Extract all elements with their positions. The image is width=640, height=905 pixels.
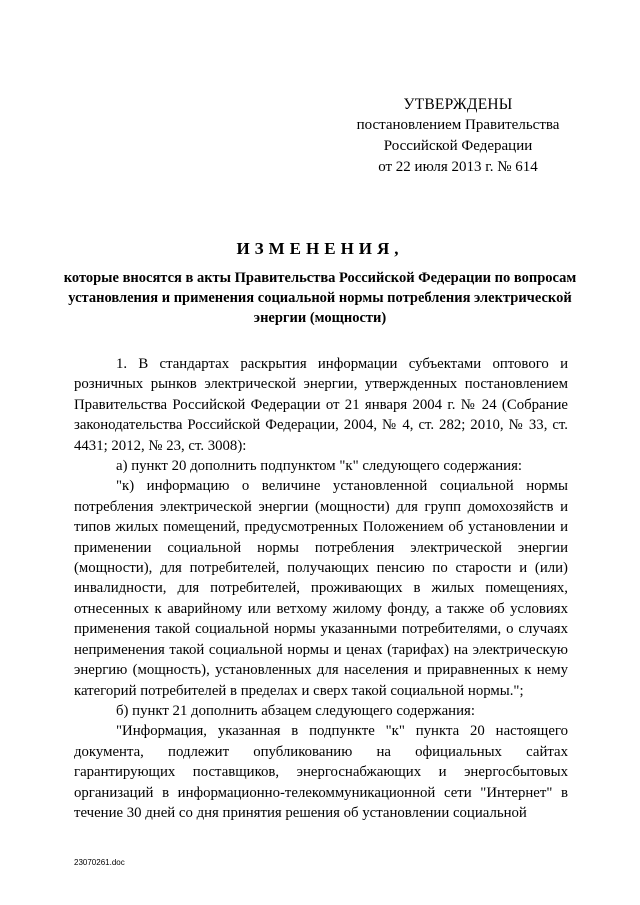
approval-line-2: Российской Федерации bbox=[383, 138, 533, 154]
document-heading: ИЗМЕНЕНИЯ, bbox=[236, 239, 404, 258]
body-paragraph-2: а) пункт 20 дополнить подпунктом "к" следующего содержания: bbox=[116, 458, 522, 475]
body-paragraph-1: 1. В стандартах раскрытия информации субъектами оптового и розничных рынков электрической энергии, утвержденных постановлением Правительства Российской Федерации от 21 января 2004 г. № 24 (Собрание законодательства Российской Федерации, 2004, № 4, ст. 282; 2010, № 33, ст. 4431; 2012, № 23, ст. 3008): bbox=[74, 356, 568, 454]
body-paragraph-4: б) пункт 21 дополнить абзацем следующего содержания: bbox=[116, 702, 475, 719]
document-body bbox=[74, 354, 568, 823]
approval-line-1: постановлением Правительства bbox=[356, 117, 560, 133]
footer-filename: 23070261.doc bbox=[74, 858, 125, 867]
document-subheading: которые вносятся в акты Правительства Российской Федерации по вопросам установления и применения социальной нормы потребления электрической энергии (мощности) bbox=[63, 270, 577, 326]
approval-block bbox=[340, 94, 576, 178]
approval-title: УТВЕРЖДЕНЫ bbox=[403, 96, 513, 113]
approval-line-3: от 22 июля 2013 г. № 614 bbox=[378, 159, 538, 175]
body-paragraph-3: "к) информацию о величине установленной социальной нормы потребления электрической энергии (мощности) для групп домохозяйств и типов жилых помещений, предусмотренных Положением об установлении и применении социальной нормы потребления электрической энергии (мощности), для потребителей, получающих пенсию по старости и (или) инвалидности, для потребителей, проживающих в жилых помещениях, отнесенных к аварийному или ветхому жилому фонду, а также об условиях применения такой социальной нормы указанными потребителями, о случаях неприменения такой социальной нормы и ценах (тарифах) на электрическую энергию (мощность), установленных для населения и приравненных к нему категорий потребителей в пределах и сверх такой социальной нормы."; bbox=[74, 478, 568, 699]
document-title-block bbox=[60, 237, 580, 328]
body-paragraph-5: "Информация, указанная в подпункте "к" пункта 20 настоящего документа, подлежит опубликованию на официальных сайтах гарантирующих поставщиков, энергоснабжающих и энергосбытовых организаций в информационно-телекоммуникационной сети "Интернет" в течение 30 дней со дня принятия решения об установлении социальной bbox=[74, 723, 568, 821]
